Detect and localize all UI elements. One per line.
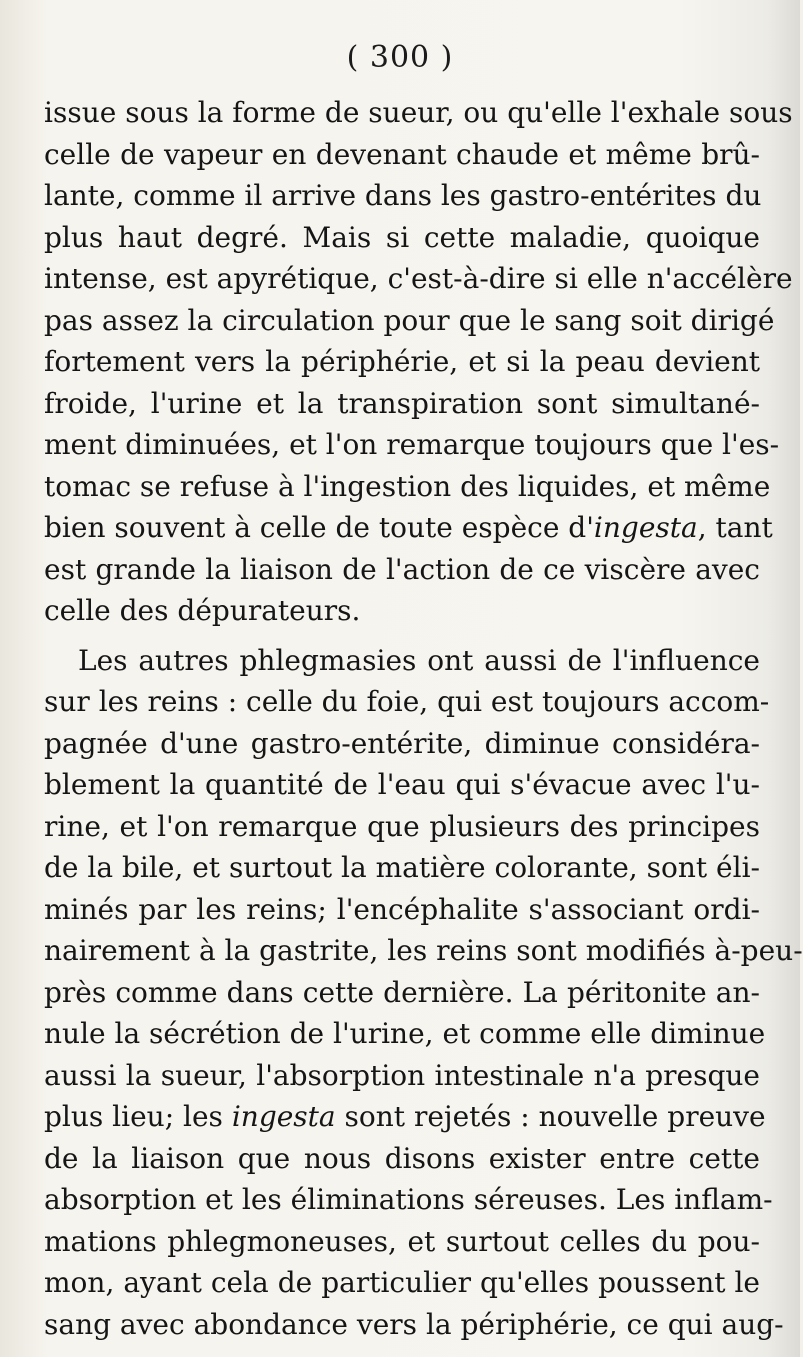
text-line: nairement à la gastrite, les reins sont modifiés à-peu-: [44, 934, 803, 967]
text-line: froide, l'urine et la transpiration sont simultané-: [44, 386, 760, 420]
text-line: blement la quantité de l'eau qui s'évacue avec l'u-: [44, 768, 760, 801]
text-line: celle de vapeur en devenant chaude et même brû-: [44, 137, 760, 171]
text-line: est grande la liaison de l'action de ce viscère avec: [44, 552, 760, 586]
text-line: tomac se refuse à l'ingestion des liquides, et même: [44, 469, 771, 503]
text-line: sur les reins : celle du foie, qui est toujours accom-: [44, 685, 770, 718]
text-line: mations phlegmoneuses, et surtout celles du pou-: [44, 1224, 760, 1258]
text-line: rine, et l'on remarque que plusieurs des principes: [44, 809, 760, 843]
text-line: aussi la sueur, l'absorption intestinale n'a presque: [44, 1058, 760, 1092]
text-line: issue sous la forme de sueur, ou qu'elle l'exhale sous: [44, 96, 793, 129]
text-line: près comme dans cette dernière. La péritonite an-: [44, 975, 760, 1009]
text-line: de la liaison que nous disons exister entre cette: [44, 1141, 760, 1175]
text-line: celle des dépurateurs.: [44, 594, 361, 627]
body-text: [44, 92, 803, 1345]
text-line: sang avec abondance vers la périphérie, ce qui aug-: [44, 1307, 784, 1341]
paragraph-2: [44, 640, 803, 1346]
text-line: minés par les reins; l'encéphalite s'associant ordi-: [44, 892, 760, 926]
text-line: lante, comme il arrive dans les gastro-entérites du: [44, 179, 762, 212]
text-line: ment diminuées, et l'on remarque toujours que l'es-: [44, 428, 780, 461]
text-line: Les autres phlegmasies ont aussi de l'influence: [78, 643, 760, 677]
text-segment: bien souvent à celle de toute espèce d': [44, 511, 594, 544]
text-line: absorption et les éliminations séreuses. Les inflam-: [44, 1183, 773, 1216]
text-line: nule la sécrétion de l'urine, et comme elle diminue: [44, 1017, 766, 1050]
text-line: mon, ayant cela de particulier qu'elles poussent le: [44, 1266, 760, 1299]
italic-term: ingesta: [231, 1100, 336, 1133]
text-line: intense, est apyrétique, c'est-à-dire si elle n'accélère: [44, 262, 793, 295]
text-line: fortement vers la périphérie, et si la peau devient: [44, 345, 760, 378]
text-line-with-italic: [44, 1096, 766, 1138]
text-line: pagnée d'une gastro-entérite, diminue considéra-: [44, 726, 760, 760]
page-number: ( 300 ): [346, 40, 454, 75]
text-segment: , tant: [697, 511, 773, 544]
italic-term: ingesta: [593, 511, 698, 544]
text-line: pas assez la circulation pour que le sang soit dirigé: [44, 303, 775, 337]
text-line: plus haut degré. Mais si cette maladie, quoique: [44, 220, 760, 254]
text-segment: sont rejetés : nouvelle preuve: [335, 1100, 766, 1133]
paragraph-1: [44, 92, 793, 632]
text-line-with-italic: [44, 507, 773, 549]
text-segment: plus lieu; les: [44, 1100, 232, 1133]
text-line: de la bile, et surtout la matière colorante, sont éli-: [44, 851, 760, 884]
